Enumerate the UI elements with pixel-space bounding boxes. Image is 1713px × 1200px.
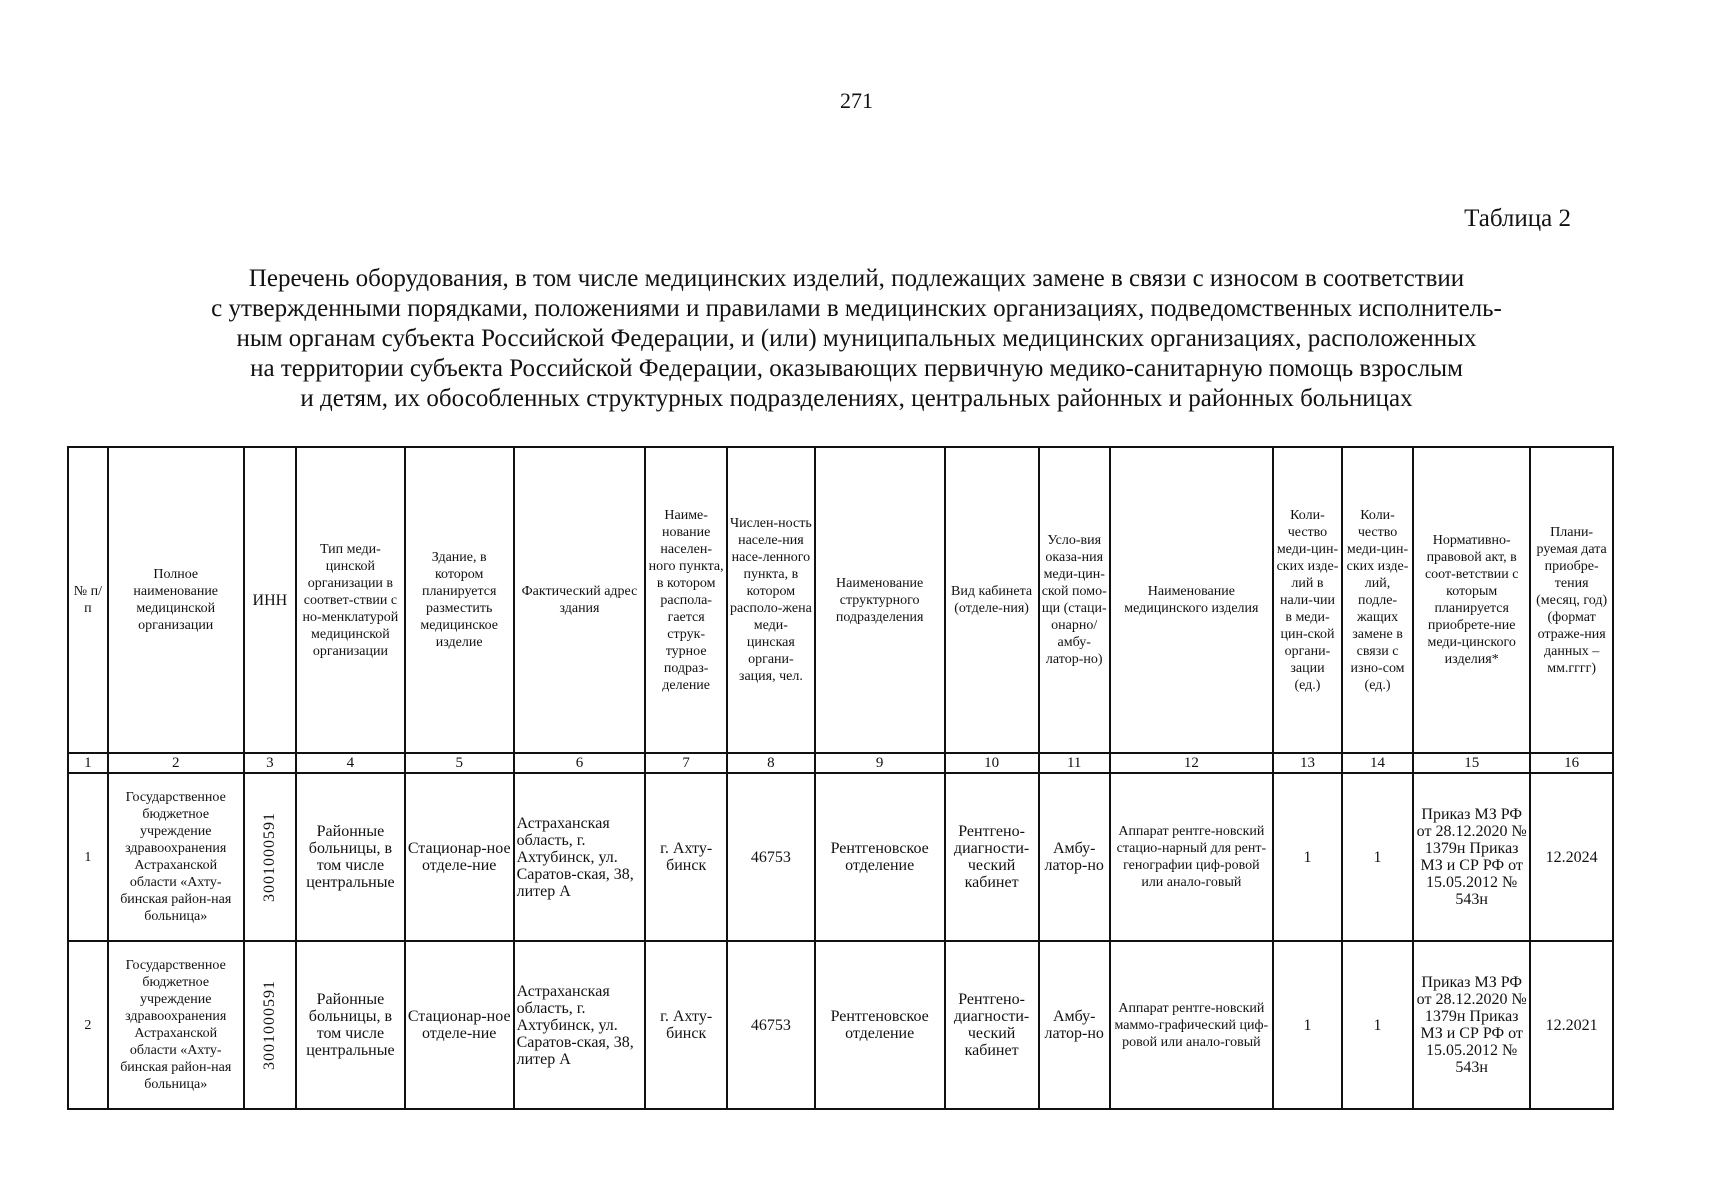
device-cell: Аппарат рентге-новский маммо-графический циф-ровой или анало-говый	[1110, 941, 1273, 1109]
row-number: 2	[68, 941, 108, 1109]
header-cell: Наименование медицинского изделия	[1110, 447, 1273, 753]
header-cell: Нормативно-правовой акт, в соот-ветствии с которым планируется приобрете-ние меди-цинского изделия*	[1413, 447, 1530, 753]
table-row	[68, 941, 1613, 1109]
header-cell: № п/п	[68, 447, 108, 753]
header-cell: Вид кабинета (отделе-ния)	[945, 447, 1039, 753]
column-number: 6	[514, 753, 646, 773]
column-number: 16	[1530, 753, 1613, 773]
column-number-row	[68, 753, 1613, 773]
date-cell: 12.2021	[1530, 941, 1613, 1109]
org-type-cell: Районные больницы, в том числе центральные	[296, 773, 405, 941]
header-cell: Фактический адрес здания	[514, 447, 646, 753]
qty-available-cell: 1	[1273, 941, 1342, 1109]
header-cell: Наиме-нование населен-ного пункта, в котором распола-гается струк-турное подраз-деление	[645, 447, 727, 753]
column-number: 14	[1342, 753, 1413, 773]
building-cell: Стационар-ное отделе-ние	[405, 773, 514, 941]
org-name-cell: Государственное бюджетное учреждение здравоохранения Астраханской области «Ахту-бинская район-ная больница»	[108, 773, 244, 941]
title-line: Перечень оборудования, в том числе медицинских изделий, подлежащих замене в связи с износом в соответствии	[248, 265, 1465, 292]
inn-value: 3001000591	[261, 980, 279, 1070]
column-number: 7	[645, 753, 727, 773]
header-cell: Полное наименование медицинской организации	[108, 447, 244, 753]
column-number: 10	[945, 753, 1039, 773]
org-type-cell: Районные больницы, в том числе центральные	[296, 941, 405, 1109]
locality-cell: г. Ахту-бинск	[645, 941, 727, 1109]
locality-cell: г. Ахту-бинск	[645, 773, 727, 941]
inn-cell	[244, 773, 296, 941]
unit-cell: Рентгеновское отделение	[815, 941, 945, 1109]
column-number: 11	[1039, 753, 1110, 773]
column-number: 4	[296, 753, 405, 773]
building-cell: Стационар-ное отделе-ние	[405, 941, 514, 1109]
cabinet-cell: Рентгено-диагности-ческий кабинет	[945, 941, 1039, 1109]
population-cell: 46753	[727, 941, 815, 1109]
cabinet-cell: Рентгено-диагности-ческий кабинет	[945, 773, 1039, 941]
qty-replace-cell: 1	[1342, 941, 1413, 1109]
unit-cell: Рентгеновское отделение	[815, 773, 945, 941]
header-cell: ИНН	[244, 447, 296, 753]
column-number: 12	[1110, 753, 1273, 773]
title-line: и детям, их обособленных структурных подразделениях, центральных районных и районных больницах	[300, 385, 1413, 412]
row-number: 1	[68, 773, 108, 941]
legal-act-cell: Приказ МЗ РФ от 28.12.2020 № 1379н Приказ МЗ и СР РФ от 15.05.2012 № 543н	[1413, 941, 1530, 1109]
header-cell: Наименование структурного подразделения	[815, 447, 945, 753]
inn-value: 3001000591	[261, 812, 279, 902]
column-number: 9	[815, 753, 945, 773]
equipment-table-wrapper	[67, 446, 1614, 1110]
column-number: 5	[405, 753, 514, 773]
device-cell: Аппарат рентге-новский стацио-нарный для рент-генографии циф-ровой или анало-говый	[1110, 773, 1273, 941]
header-cell: Коли-чество меди-цин-ских изде-лий, подле-жащих замене в связи с изно-сом (ед.)	[1342, 447, 1413, 753]
header-cell: Плани-руемая дата приобре-тения (месяц, год) (формат отраже-ния данных – мм.гггг)	[1530, 447, 1613, 753]
date-cell: 12.2024	[1530, 773, 1613, 941]
inn-cell	[244, 941, 296, 1109]
column-number: 15	[1413, 753, 1530, 773]
header-cell: Усло-вия оказа-ния меди-цин-ской помо-щи (стаци-онарно/ амбу-латор-но)	[1039, 447, 1110, 753]
address-cell: Астраханская область, г. Ахтубинск, ул. Саратов-ская, 38, литер А	[514, 773, 646, 941]
org-name-cell: Государственное бюджетное учреждение здравоохранения Астраханской области «Ахту-бинская район-ная больница»	[108, 941, 244, 1109]
conditions-cell: Амбу-латор-но	[1039, 941, 1110, 1109]
qty-replace-cell: 1	[1342, 773, 1413, 941]
column-number: 8	[727, 753, 815, 773]
header-row	[68, 447, 1613, 753]
qty-available-cell: 1	[1273, 773, 1342, 941]
page-number: 271	[840, 88, 873, 113]
header-cell: Коли-чество меди-цин-ских изде-лий в нали-чии в меди-цин-ской органи-зации (ед.)	[1273, 447, 1342, 753]
table-label: Таблица 2	[1464, 205, 1571, 232]
table-row	[68, 773, 1613, 941]
header-cell: Числен-ность населе-ния насе-ленного пункта, в котором располо-жена меди-цинская органи-зация, чел.	[727, 447, 815, 753]
column-number: 13	[1273, 753, 1342, 773]
document-title	[100, 264, 1613, 414]
title-line: ным органам субъекта Российской Федерации, и (или) муниципальных медицинских организациях, расположенных	[236, 325, 1477, 352]
column-number: 1	[68, 753, 108, 773]
conditions-cell: Амбу-латор-но	[1039, 773, 1110, 941]
title-line: на территории субъекта Российской Федерации, оказывающих первичную медико-санитарную помощь взрослым	[250, 355, 1463, 382]
title-line: с утвержденными порядками, положениями и правилами в медицинских организациях, подведомственных исполнитель-	[211, 295, 1502, 322]
legal-act-cell: Приказ МЗ РФ от 28.12.2020 № 1379н Приказ МЗ и СР РФ от 15.05.2012 № 543н	[1413, 773, 1530, 941]
header-cell: Тип меди-цинской организации в соответ-ствии с но-менклатурой медицинской организации	[296, 447, 405, 753]
population-cell: 46753	[727, 773, 815, 941]
column-number: 2	[108, 753, 244, 773]
header-cell: Здание, в котором планируется разместить медицинское изделие	[405, 447, 514, 753]
address-cell: Астраханская область, г. Ахтубинск, ул. Саратов-ская, 38, литер А	[514, 941, 646, 1109]
column-number: 3	[244, 753, 296, 773]
equipment-table	[67, 446, 1614, 1110]
